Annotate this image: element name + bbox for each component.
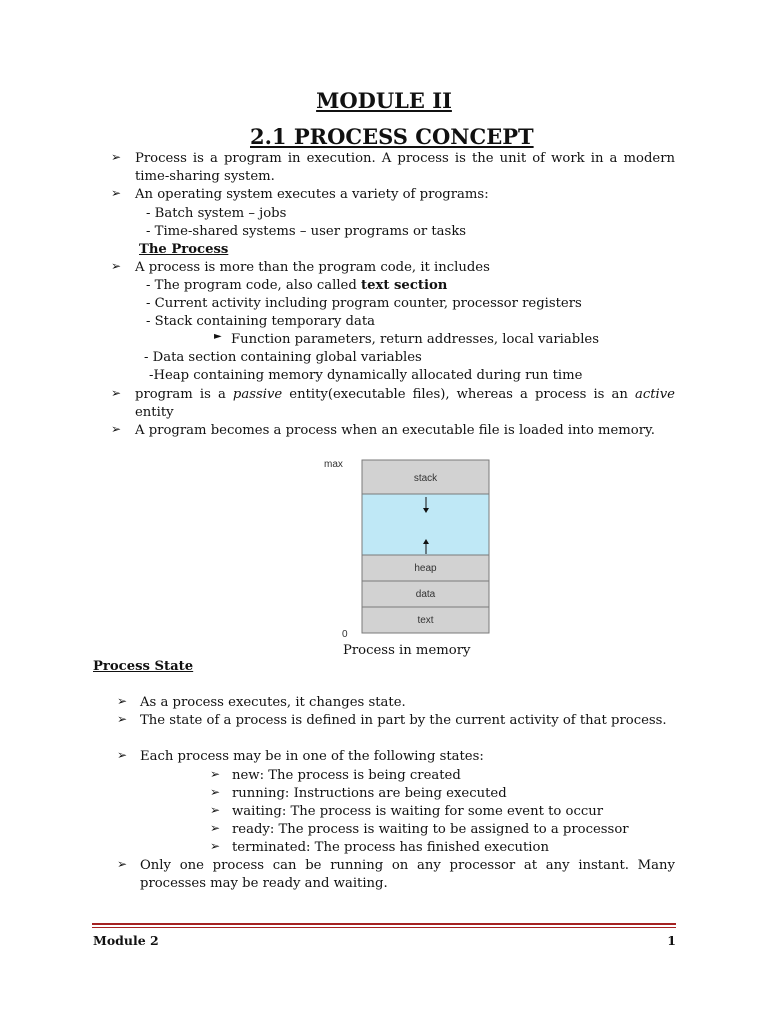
includes-line: A process is more than the program code, it includes <box>135 260 490 275</box>
footer-page-number: 1 <box>667 933 676 948</box>
footer-rule-thin <box>92 927 676 928</box>
max-label: max <box>324 459 343 470</box>
stack-label: stack <box>413 473 438 484</box>
state-bullet-3: Each process may be in one of the following states: <box>140 749 484 764</box>
function-params-line: Function parameters, return addresses, local variables <box>231 332 599 347</box>
bullet-arrow-icon: ➢ <box>117 694 128 708</box>
footer-module-label: Module 2 <box>93 933 159 948</box>
bullet-arrow-icon: ➢ <box>117 712 128 726</box>
bullet-arrow-icon: ➢ <box>210 839 221 853</box>
state-ready: ready: The process is waiting to be assigned to a processor <box>232 822 629 837</box>
zero-label: 0 <box>342 629 348 640</box>
data-label: data <box>415 589 436 600</box>
state-terminated: terminated: The process has finished execution <box>232 840 549 855</box>
os-executes-line: An operating system executes a variety of programs: <box>135 187 489 202</box>
stack-line: - Stack containing temporary data <box>146 314 376 329</box>
bullet-arrow-icon: ➢ <box>111 259 122 273</box>
process-state-heading: Process State <box>93 659 194 674</box>
state-bullet-1: As a process executes, it changes state. <box>140 695 406 710</box>
text-label: text <box>417 615 434 626</box>
bullet-arrow-icon: ➢ <box>111 422 122 436</box>
bullet-arrow-icon: ➢ <box>117 748 128 762</box>
module-title: MODULE II <box>316 88 452 113</box>
bullet-arrow-icon: ➢ <box>210 767 221 781</box>
heap-label: heap <box>414 563 437 574</box>
state-bullet-2: The state of a process is defined in part by the current activity of that process. <box>140 713 667 728</box>
passive-term: passive <box>232 387 283 402</box>
bullet-arrow-icon: ➢ <box>210 785 221 799</box>
bullet-arrow-icon: ➢ <box>210 821 221 835</box>
heap-line: -Heap containing memory dynamically allocated during run time <box>149 368 583 383</box>
passive-text-2: entity(executable files), whereas a process is an <box>282 387 635 402</box>
triangle-right-icon: ► <box>214 331 222 342</box>
text-section-term: text section <box>360 278 448 293</box>
state-new: new: The process is being created <box>232 768 461 783</box>
only-one-line: Only one process can be running on any processor at any instant. Many <box>140 858 675 873</box>
footer-rule <box>92 923 676 925</box>
passive-active-line-2: entity <box>135 405 174 420</box>
only-one-line-2: processes may be ready and waiting. <box>140 876 388 891</box>
bullet-arrow-icon: ➢ <box>117 857 128 871</box>
current-activity-line: - Current activity including program counter, processor registers <box>146 296 582 311</box>
the-process-heading: The Process <box>139 242 229 257</box>
state-waiting: waiting: The process is waiting for some event to occur <box>232 804 604 819</box>
passive-text-1: program is a <box>135 387 233 402</box>
program-kind-batch: - Batch system – jobs <box>146 206 287 221</box>
process-definition-line-2: time-sharing system. <box>135 169 275 184</box>
program-code-text: - The program code, also called <box>146 278 361 293</box>
diagram-caption: Process in memory <box>343 643 471 658</box>
program-code-line <box>146 277 447 295</box>
bullet-arrow-icon: ➢ <box>111 150 122 164</box>
process-memory-diagram <box>320 454 500 640</box>
bullet-arrow-icon: ➢ <box>111 386 122 400</box>
state-running: running: Instructions are being executed <box>232 786 507 801</box>
section-title: 2.1 PROCESS CONCEPT <box>250 124 534 149</box>
passive-active-line <box>135 386 675 404</box>
process-definition-line: Process is a program in execution. A process is the unit of work in a modern <box>135 151 675 166</box>
bullet-arrow-icon: ➢ <box>210 803 221 817</box>
active-term: active <box>634 387 675 402</box>
data-section-line: - Data section containing global variables <box>144 350 422 365</box>
bullet-arrow-icon: ➢ <box>111 186 122 200</box>
loaded-line: A program becomes a process when an executable file is loaded into memory. <box>135 423 655 438</box>
program-kind-timeshared: - Time-shared systems – user programs or tasks <box>146 224 467 239</box>
